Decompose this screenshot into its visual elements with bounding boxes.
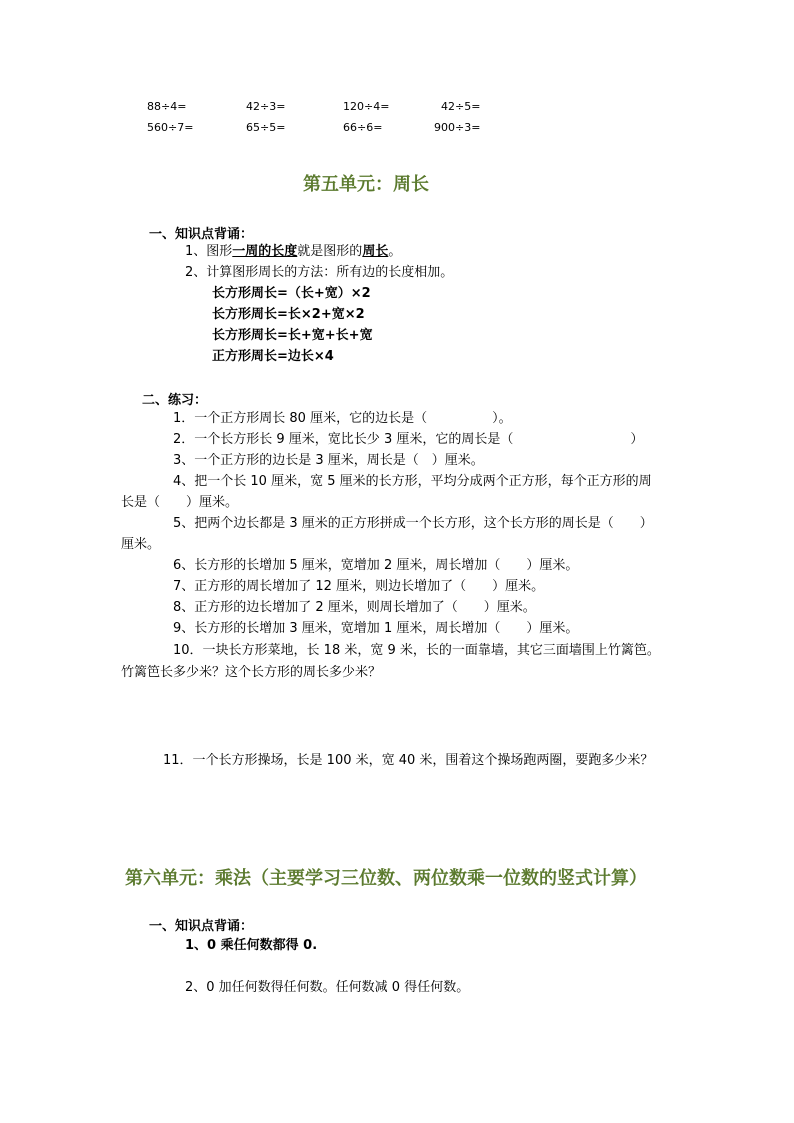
calc-item: 66÷6= <box>343 121 383 134</box>
unit6-point-1: 1、0 乘任何数都得 0. <box>185 938 318 953</box>
exercise-2: 2．一个长方形长 9 厘米，宽比长少 3 厘米，它的周长是（ ） <box>173 432 644 447</box>
point1-underlined-2: 周长 <box>362 244 389 259</box>
exercise-5: 5、把两个边长都是 3 厘米的正方形拼成一个长方形，这个长方形的周长是（ ） <box>173 516 653 531</box>
point1-suffix: 。 <box>388 244 402 259</box>
exercise-11: 11．一个长方形操场，长是 100 米，宽 40 米，围着这个操场跑两圈，要跑多少米？ <box>163 753 654 768</box>
exercise-4-cont: 长是（ ）厘米。 <box>121 495 239 510</box>
exercise-1: 1．一个正方形周长 80 厘米，它的边长是（ ）。 <box>173 411 512 426</box>
formula-rect-3: 长方形周长=长+宽+长+宽 <box>212 328 373 343</box>
unit5-section2-title: 二、练习： <box>142 393 208 408</box>
unit6-section1-title: 一、知识点背诵： <box>149 919 254 934</box>
unit5-title: 第五单元：周长 <box>303 174 429 195</box>
exercise-6: 6、长方形的长增加 5 厘米，宽增加 2 厘米，周长增加（ ）厘米。 <box>173 558 579 573</box>
exercise-9: 9、长方形的长增加 3 厘米，宽增加 1 厘米，周长增加（ ）厘米。 <box>173 621 579 636</box>
exercise-10-cont: 竹篱笆长多少米？这个长方形的周长多少米？ <box>121 665 382 680</box>
exercise-8: 8、正方形的边长增加了 2 厘米，则周长增加了（ ）厘米。 <box>173 600 536 615</box>
calc-item: 65÷5= <box>246 121 286 134</box>
exercise-7: 7、正方形的周长增加了 12 厘米，则边长增加了（ ）厘米。 <box>173 579 545 594</box>
exercise-10: 10．一块长方形菜地，长 18 米，宽 9 米，长的一面靠墙，其它三面墙围上竹篱笆。 <box>173 643 660 658</box>
point1-underlined-1: 一周的长度 <box>232 244 298 259</box>
calc-item: 560÷7= <box>147 121 194 134</box>
calc-item: 42÷3= <box>246 100 286 113</box>
exercise-3: 3、一个正方形的边长是 3 厘米，周长是（ ）厘米。 <box>173 453 484 468</box>
formula-square: 正方形周长=边长×4 <box>212 349 334 364</box>
unit6-point-2: 2、0 加任何数得任何数。任何数减 0 得任何数。 <box>185 980 470 995</box>
point1-mid: 就是图形的 <box>297 244 363 259</box>
exercise-4: 4、把一个长 10 厘米，宽 5 厘米的长方形，平均分成两个正方形，每个正方形的周 <box>173 474 652 489</box>
calc-item: 88÷4= <box>147 100 187 113</box>
calc-item: 900÷3= <box>434 121 481 134</box>
calc-item: 42÷5= <box>441 100 481 113</box>
formula-rect-1: 长方形周长=（长+宽）×2 <box>212 286 371 301</box>
calc-item: 120÷4= <box>343 100 390 113</box>
unit5-point-1 <box>185 242 401 262</box>
formula-rect-2: 长方形周长=长×2+宽×2 <box>212 307 365 322</box>
point1-prefix: 1、图形 <box>185 244 233 259</box>
exercise-5-cont: 厘米。 <box>121 537 161 552</box>
unit5-point-2: 2、计算图形周长的方法：所有边的长度相加。 <box>185 265 454 280</box>
unit6-title: 第六单元：乘法（主要学习三位数、两位数乘一位数的竖式计算） <box>125 868 647 889</box>
unit5-section1-title: 一、知识点背诵： <box>149 227 254 242</box>
